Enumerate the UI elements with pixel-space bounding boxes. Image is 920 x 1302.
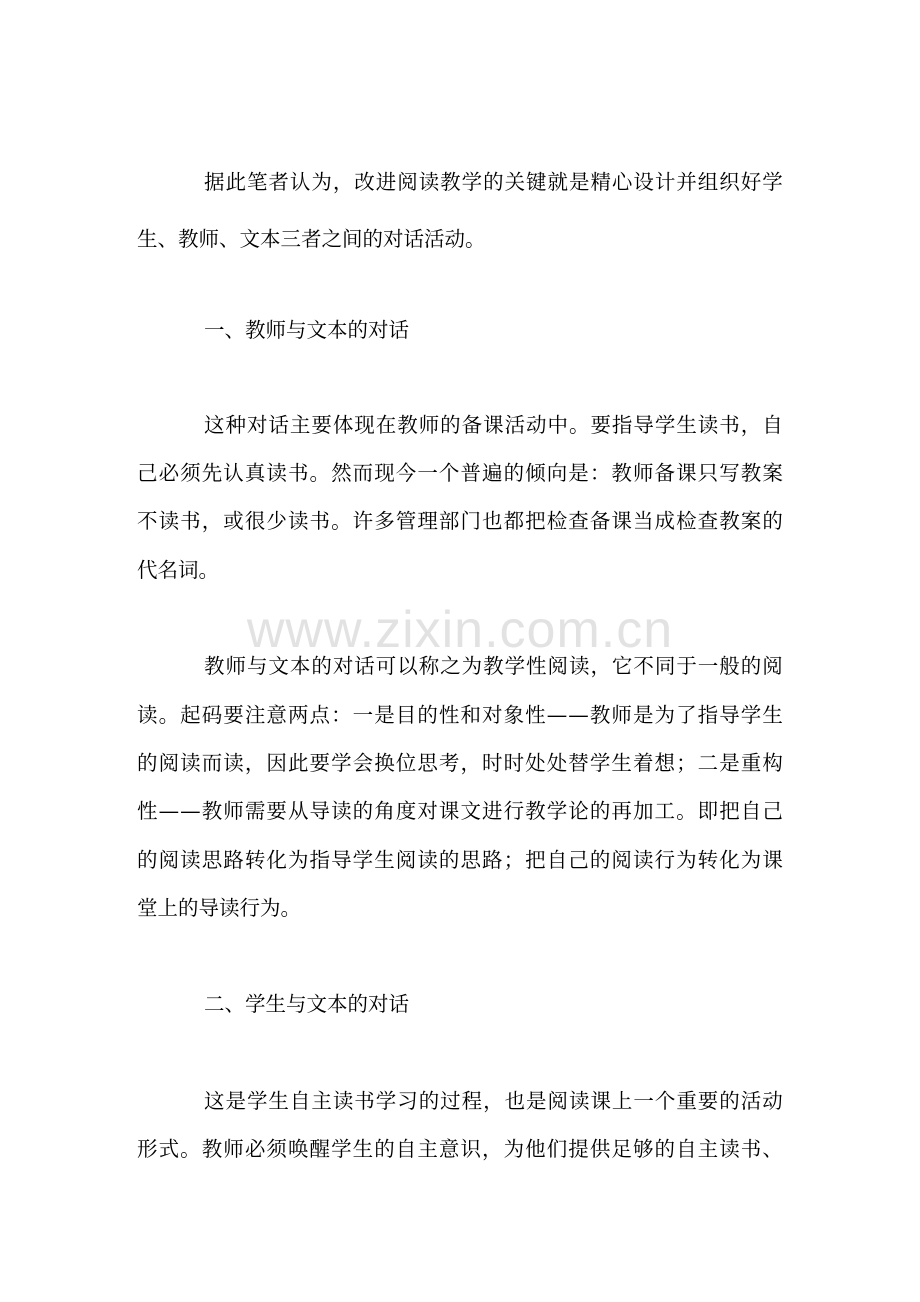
section-heading-2: 二、学生与文本的对话 <box>204 992 409 1016</box>
paragraph-3-line-3: 的 阅 读 而 读 ， 因 此 要 学 会 换 位 思 考 ， 时 时 处 处 替 学 生 着 想 ； 二 是 重 构 <box>137 751 783 775</box>
paragraph-3-line-5: 的 阅 读 思 路 转 化 为 指 导 学 生 阅 读 的 思 路 ； 把 自 己 的 阅 读 行 为 转 化 为 课 <box>137 848 783 872</box>
paragraph-4-line-1: 这 是 学 生 自 主 读 书 学 习 的 过 程 ， 也 是 阅 读 课 上 一 个 重 要 的 活 动 <box>204 1089 783 1113</box>
section-heading-1: 一、教师与文本的对话 <box>204 318 409 342</box>
paragraph-3-line-1: 教 师 与 文 本 的 对 话 可 以 称 之 为 教 学 性 阅 读 ， 它 不 同 于 一 般 的 阅 <box>204 654 783 678</box>
paragraph-1-line-2: 生、教师、文本三者之间的对话活动。 <box>137 227 486 251</box>
paragraph-3-line-2: 读 。 起 码 要 注 意 两 点 ： 一 是 目 的 性 和 对 象 性 — — 教 师 是 为 了 指 导 学 生 <box>137 703 783 727</box>
paragraph-3-line-4: 性 — — 教 师 需 要 从 导 读 的 角 度 对 课 文 进 行 教 学 论 的 再 加 工 。 即 把 自 己 <box>137 799 783 823</box>
paragraph-2-line-1: 这 种 对 话 主 要 体 现 在 教 师 的 备 课 活 动 中 。 要 指 导 学 生 读 书 ， 自 <box>204 413 783 437</box>
paragraph-2-line-2: 己 必 须 先 认 真 读 书 。 然 而 现 今 一 个 普 遍 的 倾 向 是 ： 教 师 备 课 只 写 教 案 <box>137 461 783 485</box>
paragraph-1-line-1: 据 此 笔 者 认 为 ， 改 进 阅 读 教 学 的 关 键 就 是 精 心 设 计 并 组 织 好 学 <box>204 170 783 194</box>
paragraph-2-line-3: 不 读 书 ， 或 很 少 读 书 。 许 多 管 理 部 门 也 都 把 检 查 备 课 当 成 检 查 教 案 的 <box>137 509 783 533</box>
watermark: www.zixin.com.cn <box>246 601 674 659</box>
paragraph-3-line-6: 堂上的导读行为。 <box>137 896 301 920</box>
paragraph-2-line-4: 代名词。 <box>137 558 219 582</box>
paragraph-4-line-2: 形 式 。 教 师 必 须 唤 醒 学 生 的 自 主 意 识 ， 为 他 们 提 供 足 够 的 自 主 读 书 、 <box>137 1137 783 1161</box>
